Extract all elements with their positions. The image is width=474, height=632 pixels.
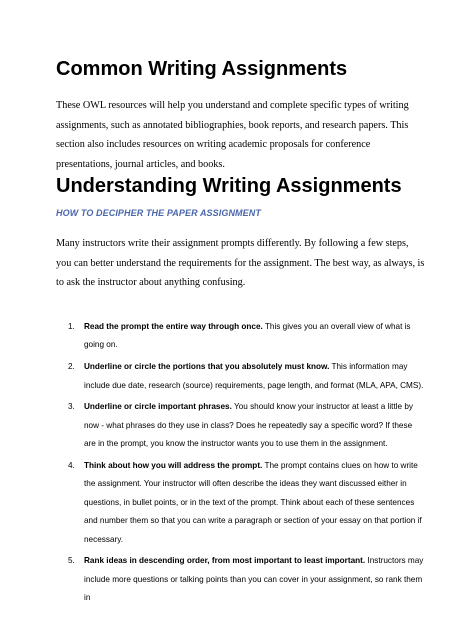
step-heading: Read the prompt the entire way through once. <box>84 322 263 331</box>
section-title: Understanding Writing Assignments <box>56 175 402 197</box>
list-item <box>56 552 426 607</box>
step-number: 1. <box>68 322 75 331</box>
list-item <box>56 457 426 549</box>
list-item <box>56 358 426 395</box>
step-heading: Underline or circle the portions that you absolutely must know. <box>84 362 330 372</box>
steps-list <box>56 318 426 611</box>
intro-paragraph: These OWL resources will help you understand and complete specific types of writing assignments, such as annotated bibliographies, book reports, and research papers. This section also includes resources on writing academic proposals for conference presentations, journal articles, and books. <box>56 100 409 170</box>
list-item <box>56 398 426 453</box>
step-heading: Rank ideas in descending order, from most important to least important. <box>84 556 366 566</box>
page-title: Common Writing Assignments <box>56 58 348 80</box>
list-item <box>56 318 426 355</box>
step-text: You should know your instructor at least a little by now - what phrases do they use in class? Does he repeatedly say a specific word? If these are in the prompt, you know the instructor wants you to use them in the assignment. <box>84 402 414 449</box>
step-text: Instructors may include more questions or talking points than you can cover in your assignment, so rank them in <box>84 556 424 603</box>
step-number: 4. <box>68 461 75 471</box>
step-heading: Think about how you will address the prompt. <box>84 461 263 471</box>
step-text: This gives you an overall view of what is going on. <box>84 322 411 350</box>
subheading: HOW TO DECIPHER THE PAPER ASSIGNMENT <box>56 208 261 218</box>
step-text: This information may include due date, research (source) requirements, page length, and format (MLA, APA, CMS). <box>84 362 424 390</box>
step-number: 2. <box>68 362 75 372</box>
instructions-paragraph: Many instructors write their assignment prompts differently. By following a few steps, you can better understand the requirements for the assignment. The best way, as always, is to ask the instructor about anything confusing. <box>56 238 425 289</box>
step-heading: Underline or circle important phrases. <box>84 402 232 412</box>
step-number: 3. <box>68 402 75 412</box>
step-number: 5. <box>68 556 75 566</box>
step-text: The prompt contains clues on how to write the assignment. Your instructor will often describe the ideas they want discussed either in questions, in bullet points, or in the text of the prompt. Think about each of these sentences and number them so that you can write a paragraph or section of your essay on that portion if necessary. <box>84 461 422 544</box>
